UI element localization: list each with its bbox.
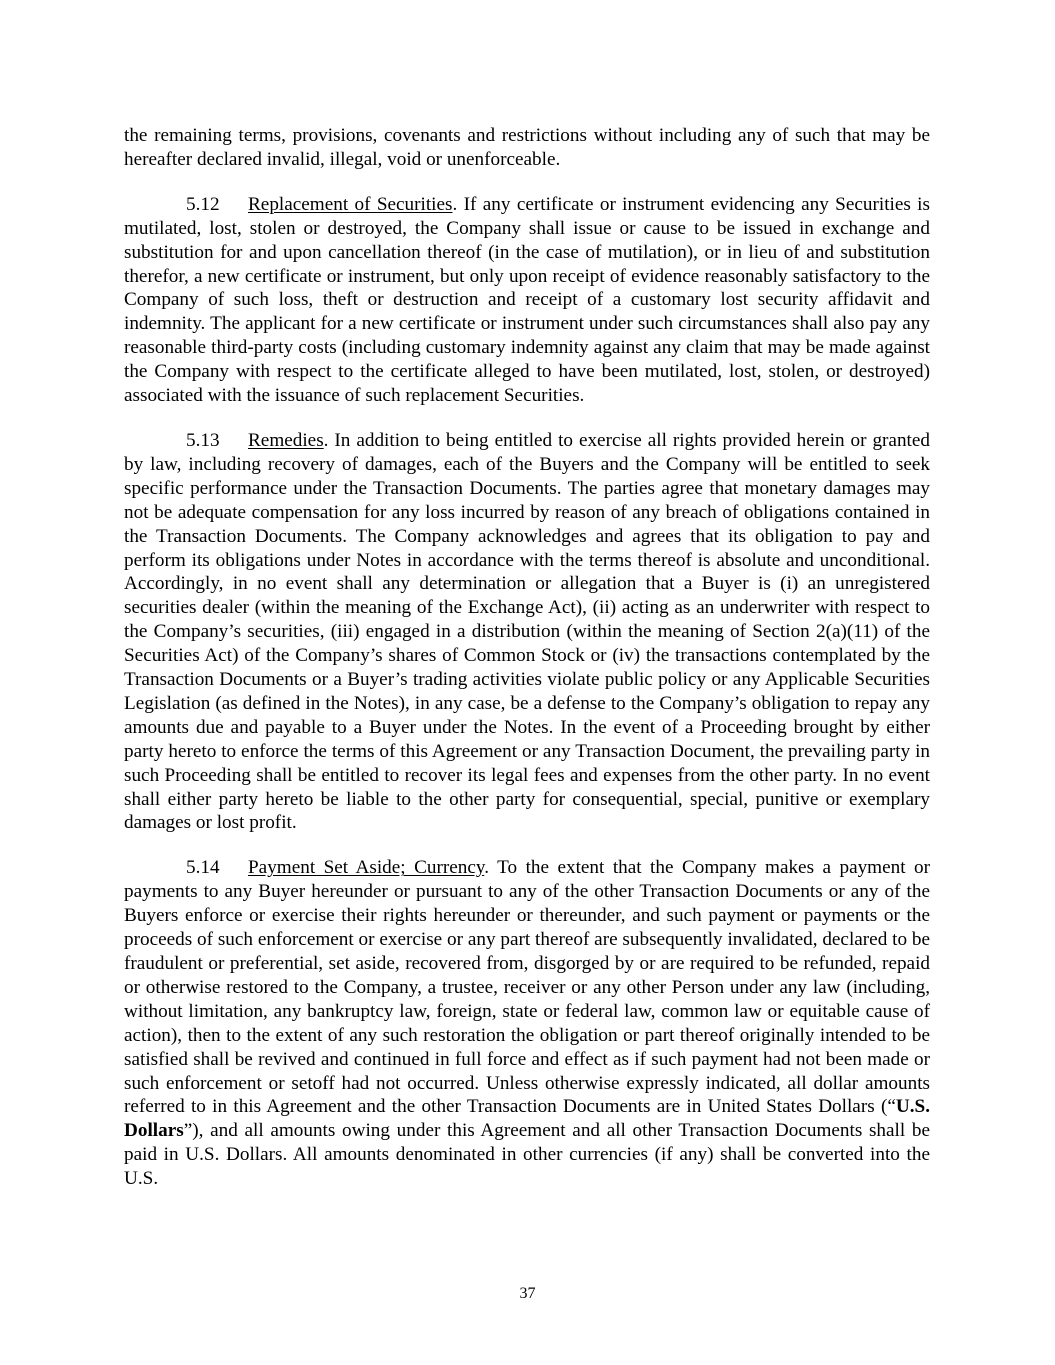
section-body: . In addition to being entitled to exercise all rights provided herein or granted by law, including recovery of damages, each of the Buyers and the Company will be entitled to seek specific performance under the Transaction Documents. The parties agree that monetary damages may not be adequate compensation for any loss incurred by reason of any breach of obligations contained in the Transaction Documents. The Company acknowledges and agrees that its obligation to pay and perform its obligations under Notes in accordance with the terms thereof is absolute and unconditional. Accordingly, in no event shall any determination or allegation that a Buyer is (i) an unregistered securities dealer (within the meaning of the Exchange Act), (ii) acting as an underwriter with respect to the Company’s securities, (iii) engaged in a distribution (within the meaning of Section 2(a)(11) of the Securities Act) of the Company’s shares of Common Stock or (iv) the transactions contemplated by the Transaction Documents or a Buyer’s trading activities violate public policy or any Applicable Securities Legislation (as defined in the Notes), in any case, be a defense to the Company’s obligation to repay any amounts due and payable to a Buyer under the Notes. In the event of a Proceeding brought by either party hereto to enforce the terms of this Agreement or any Transaction Document, the prevailing party in such Proceeding shall be entitled to recover its legal fees and expenses from the other party. In no event shall either party hereto be liable to the other party for consequential, special, punitive or exemplary damages or lost profit. [124, 429, 930, 834]
intro-paragraph: the remaining terms, provisions, covenants and restrictions without including any of such that may be hereafter declared invalid, illegal, void or unenforceable. [124, 125, 930, 170]
section-heading: Payment Set Aside; Currency [248, 857, 485, 879]
document-page [124, 124, 930, 1212]
section-number: 5.13 [186, 429, 220, 451]
section-heading: Remedies [248, 429, 324, 451]
defined-term: U.S. Dollars [124, 1096, 930, 1142]
section-body: . To the extent that the Company makes a payment or payments to any Buyer hereunder or pursuant to any of the other Transaction Documents or any of the Buyers enforce or exercise their rights hereunder or thereunder, and such payment or payments or the proceeds of such enforcement or exercise or any part thereof are subsequently invalidated, declared to be fraudulent or preferential, set aside, recovered from, disgorged by or are required to be refunded, repaid or otherwise restored to the Company, a trustee, receiver or any other Person under any law (including, without limitation, any bankruptcy law, foreign, state or federal law, common law or equitable cause of action), then to the extent of any such restoration the obligation or part thereof originally intended to be satisfied shall be revived and continued in full force and effect as if such payment had not been made or such enforcement or setoff had not occurred. Unless otherwise expressly indicated, all dollar amounts referred to in this Agreement and the other Transaction Documents are in United States Dollars (“ [124, 857, 930, 1118]
section-body-continued: ”), and all amounts owing under this Agreement and all other Transaction Documents shall be paid in U.S. Dollars. All amounts denominated in other currencies (if any) shall be converted into the U.S. [124, 1120, 930, 1190]
section-heading: Replacement of Securities [248, 193, 453, 215]
section-number: 5.14 [186, 857, 220, 879]
page-number: 37 [519, 1285, 536, 1302]
section-number: 5.12 [186, 193, 220, 215]
section-5-13 [124, 429, 930, 835]
section-body: . If any certificate or instrument evidencing any Securities is mutilated, lost, stolen or destroyed, the Company shall issue or cause to be issued in exchange and substitution for and upon cancellation thereof (in the case of mutilation), or in lieu of and substitution therefor, a new certificate or instrument, but only upon receipt of evidence reasonably satisfactory to the Company of such loss, theft or destruction and receipt of a customary lost security affidavit and indemnity. The applicant for a new certificate or instrument under such circumstances shall also pay any reasonable third-party costs (including customary indemnity against any claim that may be made against the Company with respect to the certificate alleged to have been mutilated, lost, stolen, or destroyed) associated with the issuance of such replacement Securities. [124, 193, 930, 407]
section-5-14 [124, 856, 930, 1191]
section-5-12 [124, 193, 930, 408]
